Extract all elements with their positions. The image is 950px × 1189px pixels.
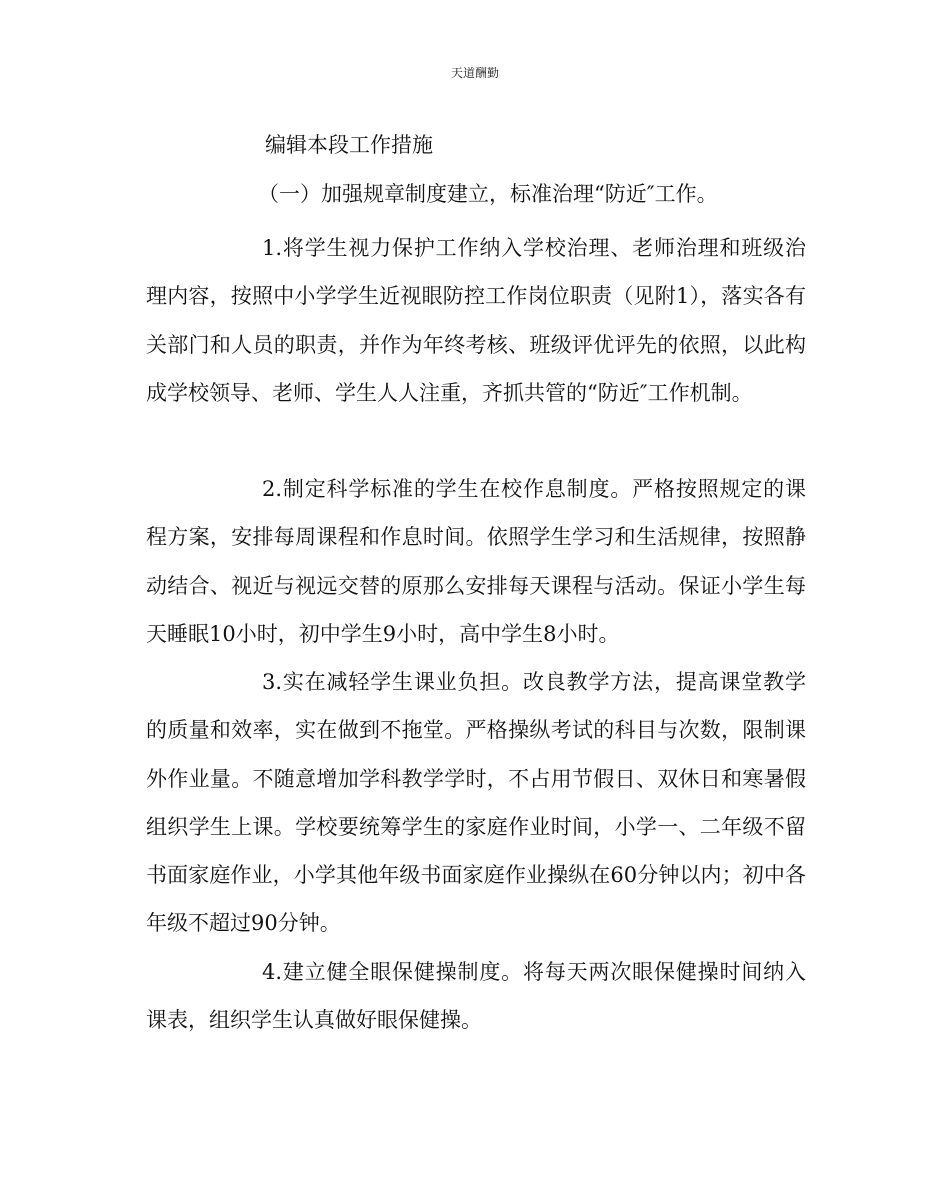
paragraph-1: 1.将学生视力保护工作纳入学校治理、老师治理和班级治理内容，按照中小学学生近视眼防控工作岗位职责（见附1），落实各有关部门和人员的职责，并作为年终考核、班级评优评先的依照，以此构成学校领导、老师、学生人人注重，齐抓共管的“防近″工作机制。	[146, 236, 806, 405]
section-subheading: （一）加强规章制度建立，标准治理“防近″工作。	[258, 182, 718, 206]
paragraph-4: 4.建立健全眼保健操制度。将每天两次眼保健操时间纳入课表，组织学生认真做好眼保健操。	[146, 960, 806, 1033]
page-header: 天道酬勤	[450, 66, 499, 80]
paragraph-2: 2.制定科学标准的学生在校作息制度。严格按照规定的课程方案，安排每周课程和作息时间。依照学生学习和生活规律，按照静动结合、视近与视远交替的原那么安排每天课程与活动。保证小学生每天睡眠10小时，初中学生9小时，高中学生8小时。	[146, 477, 806, 646]
section-heading: 编辑本段工作措施	[265, 133, 433, 157]
paragraph-3: 3.实在减轻学生课业负担。改良教学方法，提高课堂教学的质量和效率，实在做到不拖堂。严格操纵考试的科目与次数，限制课外作业量。不随意增加学科教学学时，不占用节假日、双休日和寒暑假组织学生上课。学校要统筹学生的家庭作业时间，小学一、二年级不留书面家庭作业，小学其他年级书面家庭作业操纵在60分钟以内；初中各年级不超过90分钟。	[146, 670, 806, 936]
